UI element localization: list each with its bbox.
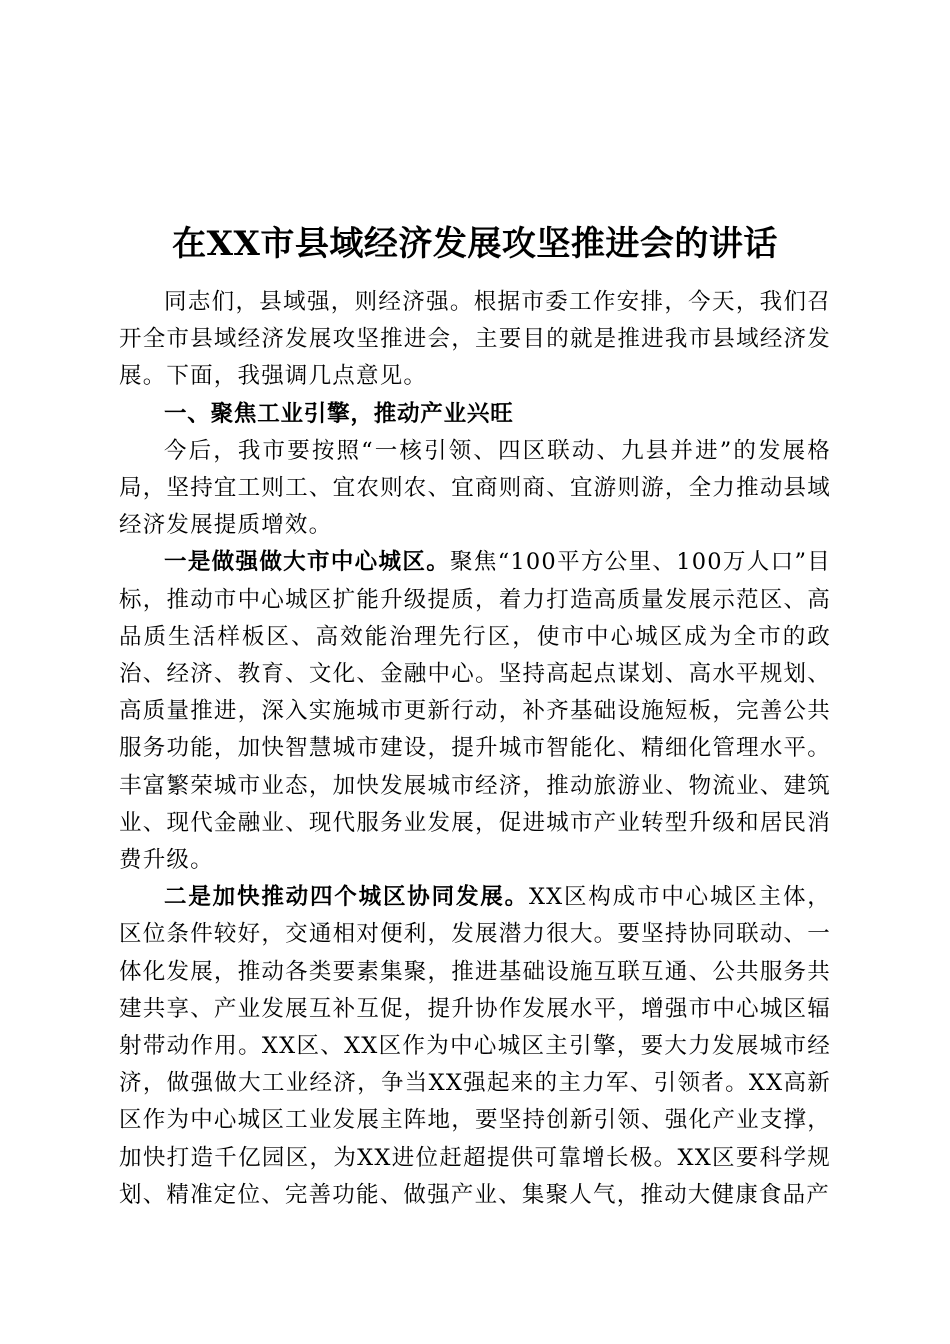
point1-paragraph bbox=[119, 544, 831, 879]
intro-paragraph: 同志们，县域强，则经济强。根据市委工作安排，今天，我们召开全市县域经济发展攻坚推进会，主要目的就是推进我市县域经济发展。下面，我强调几点意见。 bbox=[119, 289, 831, 390]
point1-text: 聚焦“100平方公里、100万人口”目标，推动市中心城区扩能升级提质，着力打造高质量发展示范区、高品质生活样板区、高效能治理先行区，使市中心城区成为全市的政治、经济、教育、文化、金融中心。坚持高起点谋划、高水平规划、高质量推进，深入实施城市更新行动，补齐基础设施短板，完善公共服务功能，加快智慧城市建设，提升城市智能化、精细化管理水平。丰富繁荣城市业态，加快发展城市经济，推动旅游业、物流业、建筑业、现代金融业、现代服务业发展，促进城市产业转型升级和居民消费升级。 bbox=[119, 549, 831, 874]
document-body bbox=[119, 284, 831, 1214]
point1-lead: 一是做强做大市中心城区。 bbox=[164, 549, 451, 576]
point2-text: XX区构成市中心城区主体，区位条件较好，交通相对便利，发展潜力很大。要坚持协同联动、一体化发展，推动各类要素集聚，推进基础设施互联互通、公共服务共建共享、产业发展互补互促，提升协作发展水平，增强市中心城区辐射带动作用。XX区、XX区作为中心城区主引擎，要大力发展城市经济，做强做大工业经济，争当XX强起来的主力军、引领者。XX高新区作为中心城区工业发展主阵地，要坚持创新引领、强化产业支撑，加快打造千亿园区，为XX进位赶超提供可靠增长极。XX区要科学规划、精准定位、完善功能、做强产业、集聚人气，推动大健康食品产 bbox=[119, 884, 831, 1208]
point2-paragraph bbox=[119, 879, 831, 1214]
point2-lead: 二是加快推动四个城区协同发展。 bbox=[164, 884, 529, 911]
document-title: 在XX市县域经济发展攻坚推进会的讲话 bbox=[172, 223, 778, 264]
section1-heading: 一、聚焦工业引擎，推动产业兴旺 bbox=[164, 400, 514, 427]
section1-intro-paragraph: 今后，我市要按照“一核引领、四区联动、九县并进”的发展格局，坚持宜工则工、宜农则农、宜商则商、宜游则游，全力推动县域经济发展提质增效。 bbox=[119, 437, 831, 539]
